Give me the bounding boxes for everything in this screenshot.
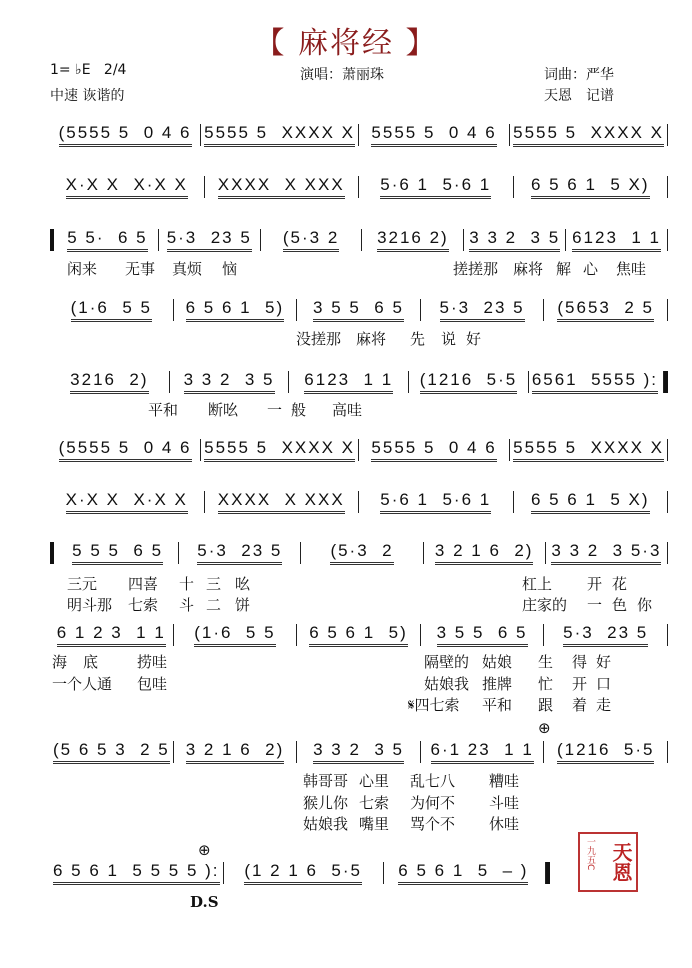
measure (50, 861, 223, 885)
song-title: 【 麻将经 】 (254, 26, 438, 61)
lyric-word: 乱七八 (410, 772, 456, 790)
measure-notes: 5555 5 XXXX X (204, 123, 355, 147)
coda-sign-2: ⊕ (198, 841, 211, 859)
measure (261, 228, 362, 252)
measure (57, 541, 178, 565)
measure (50, 490, 204, 514)
measure-notes: 6561 5555 ): (532, 370, 658, 394)
lyric-word: 花 (612, 575, 628, 593)
lyric-word: 包哇 (137, 675, 168, 693)
repeat-start-bar (50, 542, 54, 564)
lyric-word: 斗哇 (489, 794, 520, 812)
lyric-word: 吆 (235, 575, 251, 593)
measure (510, 438, 667, 462)
measure-notes: (5555 5 0 4 6 (59, 438, 192, 462)
lyric-word: 搓搓那 (453, 260, 499, 278)
lyric-word: 韩哥哥 (303, 772, 349, 790)
measure-notes: 6 5 6 1 5 X) (531, 490, 650, 514)
measure (174, 740, 297, 764)
lyric-word: 高哇 (332, 401, 363, 419)
score-line (50, 370, 668, 394)
measure-notes: (5·3 2 (330, 541, 393, 565)
measure (50, 370, 169, 394)
measure-notes: 5555 5 0 4 6 (371, 438, 496, 462)
transcriber: 天恩 记谱 (544, 88, 614, 104)
measure-notes: 3216 2) (70, 370, 148, 394)
measure (384, 861, 543, 885)
lyric-word: 推牌 (482, 675, 513, 693)
measure (205, 175, 359, 199)
bar-line (667, 624, 668, 646)
measure (297, 623, 420, 647)
lyric-word: 得 (572, 653, 588, 671)
score-line (50, 438, 668, 462)
measure (50, 298, 173, 322)
lyric-word: 休哇 (489, 815, 520, 833)
measure-notes: XXXX X XXX (218, 175, 345, 199)
measure-notes: (1216 5·5 (557, 740, 655, 764)
measure-notes: 3 3 2 3 5 (313, 740, 404, 764)
measure (359, 438, 509, 462)
bar-line (667, 299, 668, 321)
lyric-word: 四喜 (128, 575, 159, 593)
singer: 演唱：萧丽珠 (300, 67, 384, 83)
lyric-word: 好 (466, 330, 482, 348)
measure-notes: 5·6 1 5·6 1 (380, 175, 491, 199)
lyric-word: 开 (572, 675, 588, 693)
measure-notes: 5·3 23 5 (167, 228, 252, 252)
measure-notes: 6 5 6 1 5) (309, 623, 408, 647)
lyric-word: 色 (612, 596, 628, 614)
measure-notes: 6 5 6 1 5 – ) (398, 861, 528, 885)
bar-line (667, 741, 668, 763)
measure-notes: 6123 1 1 (572, 228, 661, 252)
lyric-word: 饼 (235, 596, 251, 614)
measure (50, 438, 200, 462)
measure-notes: (5·3 2 (283, 228, 339, 252)
lyric-word: 三 (206, 575, 222, 593)
measure-notes: XXXX X XXX (218, 490, 345, 514)
measure (174, 298, 297, 322)
bar-line (667, 542, 668, 564)
lyric-word: 一个人通 (52, 675, 113, 693)
score-line (50, 175, 668, 199)
measure (514, 490, 668, 514)
measure-notes: (1·6 5 5 (194, 623, 275, 647)
lyric-word: 捞哇 (137, 653, 168, 671)
measure (544, 740, 667, 764)
lyric-word: 三元 (67, 575, 98, 593)
measure (297, 298, 420, 322)
measure (421, 298, 544, 322)
measure (50, 123, 200, 147)
score-line (50, 623, 668, 647)
measure (544, 623, 667, 647)
lyric-word: 口 (596, 675, 612, 693)
score-line (50, 740, 668, 764)
measure (174, 623, 297, 647)
lyric-word: 嘴里 (359, 815, 390, 833)
lyric-word: 真烦 (172, 260, 203, 278)
lyric-word: 糟哇 (489, 772, 520, 790)
measure-notes: 3 2 1 6 2) (435, 541, 534, 565)
seal-right: 天恩 (609, 842, 633, 882)
measure (50, 623, 173, 647)
lyric-word: 麻将 (356, 330, 387, 348)
measure (409, 370, 528, 394)
measure-notes: 5·3 23 5 (563, 623, 648, 647)
measure (362, 228, 463, 252)
measure (359, 123, 509, 147)
measure (359, 175, 513, 199)
lyric-word: 平和 (482, 696, 513, 714)
lyric-word: 庄家的 (522, 596, 568, 614)
measure-notes: 6123 1 1 (304, 370, 393, 394)
measure-notes: 6 5 6 1 5 X) (531, 175, 650, 199)
bar-line (667, 439, 668, 461)
lyric-word: 平和 (148, 401, 179, 419)
lyric-word: 底 (83, 653, 99, 671)
measure-notes: 3 3 2 3 5·3 (551, 541, 661, 565)
lyric-word: 断吆 (208, 401, 239, 419)
measure-notes: (5555 5 0 4 6 (59, 123, 192, 147)
measure (510, 123, 667, 147)
lyric-word: 先 (410, 330, 426, 348)
score-line (50, 228, 668, 252)
measure (514, 175, 668, 199)
measure-notes: (1 2 1 6 5·5 (244, 861, 362, 885)
composer: 词曲：严华 (544, 67, 614, 83)
lyric-word: 走 (596, 696, 612, 714)
measure (301, 541, 422, 565)
measure (421, 623, 544, 647)
measure (179, 541, 300, 565)
lyric-word: 七索 (359, 794, 390, 812)
bar-line (667, 229, 668, 251)
measure (50, 740, 173, 764)
lyric-word: 骂个不 (410, 815, 456, 833)
lyric-word: 猴儿你 (303, 794, 349, 812)
measure-notes: 5 5· 6 5 (67, 228, 147, 252)
lyric-word: 跟 (538, 696, 554, 714)
measure-notes: 6 5 6 1 5 5 5 5 ): (53, 861, 220, 885)
measure-notes: 3 2 1 6 2) (186, 740, 285, 764)
measure-notes: 3 3 2 3 5 (469, 228, 560, 252)
seal-stamp (578, 832, 638, 892)
measure (464, 228, 565, 252)
measure (421, 740, 544, 764)
measure (359, 490, 513, 514)
measure-notes: 5555 5 XXXX X (204, 438, 355, 462)
measure (201, 438, 358, 462)
lyric-word: 七索 (128, 596, 159, 614)
lyric-word: 心里 (359, 772, 390, 790)
lyric-word: 杠上 (522, 575, 553, 593)
lyric-word: 隔壁的 (424, 653, 470, 671)
lyric-word: 闲来 (67, 260, 98, 278)
score-line (50, 490, 668, 514)
key: 1= ♭E (50, 62, 91, 78)
lyric-word: 无事 (125, 260, 156, 278)
measure-notes: 3 5 5 6 5 (437, 623, 528, 647)
measure-notes: 5·6 1 5·6 1 (380, 490, 491, 514)
lyric-word: 开 (587, 575, 603, 593)
coda-sign: ⊕ (538, 719, 551, 737)
measure (201, 123, 358, 147)
measure-notes: 3216 2) (377, 228, 449, 252)
lyric-word: 一 (587, 596, 603, 614)
measure-notes: 5·3 23 5 (197, 541, 282, 565)
lyric-word: 姑娘我 (424, 675, 470, 693)
lyric-word: 一 (267, 401, 283, 419)
measure (170, 370, 289, 394)
lyric-word: 十 (179, 575, 195, 593)
lyric-word: 你 (637, 596, 653, 614)
ds-marking: D.S (190, 893, 219, 911)
measure (50, 175, 204, 199)
measure (566, 228, 667, 252)
time-signature: 2/4 (103, 62, 127, 78)
lyric-word: 明斗那 (67, 596, 113, 614)
lyric-word: 姑娘 (482, 653, 513, 671)
measure (424, 541, 545, 565)
bar-line (663, 371, 668, 393)
score-line (50, 123, 668, 147)
bar-line (667, 176, 668, 198)
tempo: 中速 诙谐的 (50, 88, 125, 104)
measure-notes: 5555 5 0 4 6 (371, 123, 496, 147)
measure (544, 298, 667, 322)
bar-line (667, 491, 668, 513)
score-line (50, 298, 668, 322)
lyric-word: 般 (291, 401, 307, 419)
lyric-word: 恼 (222, 260, 238, 278)
lyric-word: 𝄋四七索 (408, 696, 460, 714)
measure-notes: 3 5 5 6 5 (313, 298, 404, 322)
lyric-word: 解 (556, 260, 572, 278)
measure-notes: X·X X X·X X (66, 490, 188, 514)
measure-notes: (5 6 5 3 2 5 (53, 740, 170, 764)
measure (529, 370, 661, 394)
lyric-word: 海 (52, 653, 68, 671)
bar-line (667, 124, 668, 146)
measure-notes: X·X X X·X X (66, 175, 188, 199)
measure (546, 541, 667, 565)
measure-notes: 6 5 6 1 5) (186, 298, 285, 322)
lyric-word: 着 (572, 696, 588, 714)
lyric-word: 说 (441, 330, 457, 348)
measure (297, 740, 420, 764)
measure-notes: (1216 5·5 (420, 370, 518, 394)
measure-notes: 6·1 23 1 1 (431, 740, 534, 764)
repeat-start-bar (50, 229, 54, 251)
measure-notes: 5 5 5 6 5 (72, 541, 163, 565)
score-line (50, 541, 668, 565)
key-signature (50, 62, 126, 78)
measure-notes: 5·3 23 5 (440, 298, 525, 322)
lyric-word: 二 (206, 596, 222, 614)
seal-left: 一九五C (585, 837, 595, 871)
lyric-word: 没搓那 (296, 330, 342, 348)
lyric-word: 姑娘我 (303, 815, 349, 833)
score-line (50, 861, 550, 885)
lyric-word: 焦哇 (616, 260, 647, 278)
measure-notes: 5555 5 XXXX X (513, 123, 664, 147)
lyric-word: 忙 (538, 675, 554, 693)
lyric-word: 生 (538, 653, 554, 671)
measure (224, 861, 383, 885)
measure-notes: 3 3 2 3 5 (184, 370, 275, 394)
lyric-word: 好 (596, 653, 612, 671)
lyric-word: 麻将 (513, 260, 544, 278)
measure (205, 490, 359, 514)
measure-notes: (1·6 5 5 (71, 298, 152, 322)
bar-line (545, 862, 550, 884)
measure-notes: 5555 5 XXXX X (513, 438, 664, 462)
lyric-word: 心 (583, 260, 599, 278)
lyric-word: 为何不 (410, 794, 456, 812)
measure (159, 228, 260, 252)
measure-notes: (5653 2 5 (557, 298, 654, 322)
measure (57, 228, 158, 252)
measure-notes: 6 1 2 3 1 1 (57, 623, 166, 647)
measure (289, 370, 408, 394)
lyric-word: 斗 (179, 596, 195, 614)
